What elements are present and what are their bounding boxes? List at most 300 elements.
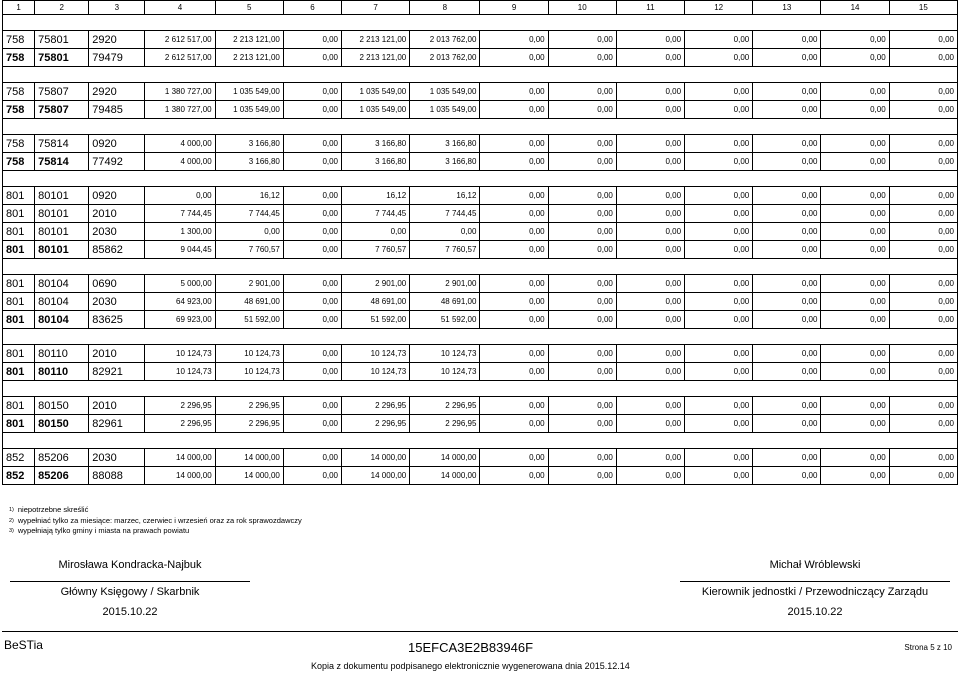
table-cell: 0,00 bbox=[685, 153, 753, 171]
table-cell: 80104 bbox=[35, 275, 89, 293]
table-cell: 85206 bbox=[35, 467, 89, 485]
table-cell: 2 296,95 bbox=[342, 415, 410, 433]
table-cell: 0,00 bbox=[821, 467, 889, 485]
table-cell: 10 124,73 bbox=[145, 363, 215, 381]
table-cell: 0,00 bbox=[753, 205, 821, 223]
table-cell: 1 035 549,00 bbox=[410, 101, 480, 119]
table-cell: 0,00 bbox=[821, 275, 889, 293]
table-cell: 3 166,80 bbox=[342, 153, 410, 171]
table-cell: 0,00 bbox=[685, 101, 753, 119]
table-cell: 0,00 bbox=[283, 223, 341, 241]
table-cell: 3 166,80 bbox=[215, 135, 283, 153]
table-cell: 758 bbox=[3, 153, 35, 171]
table-cell: 0,00 bbox=[480, 187, 548, 205]
table-cell: 2 213 121,00 bbox=[342, 49, 410, 67]
right-signature-line bbox=[680, 581, 950, 582]
footer-divider bbox=[2, 631, 958, 632]
table-cell: 10 124,73 bbox=[145, 345, 215, 363]
table-cell: 801 bbox=[3, 223, 35, 241]
table-cell: 0,00 bbox=[616, 49, 684, 67]
table-cell: 0,00 bbox=[548, 415, 616, 433]
table-cell: 82961 bbox=[89, 415, 145, 433]
table-cell: 0,00 bbox=[616, 223, 684, 241]
table-cell: 0,00 bbox=[685, 467, 753, 485]
table-cell: 0,00 bbox=[821, 49, 889, 67]
table-cell: 0,00 bbox=[821, 223, 889, 241]
table-cell: 0,00 bbox=[753, 293, 821, 311]
table-cell: 0,00 bbox=[283, 345, 341, 363]
column-header: 5 bbox=[215, 1, 283, 15]
table-cell: 852 bbox=[3, 449, 35, 467]
table-cell: 0,00 bbox=[480, 415, 548, 433]
table-cell: 0,00 bbox=[480, 205, 548, 223]
table-cell: 80101 bbox=[35, 223, 89, 241]
table-cell: 0,00 bbox=[548, 31, 616, 49]
table-cell: 3 166,80 bbox=[215, 153, 283, 171]
table-cell: 16,12 bbox=[342, 187, 410, 205]
table-cell: 0,00 bbox=[889, 415, 957, 433]
table-cell: 2 296,95 bbox=[410, 397, 480, 415]
table-cell: 852 bbox=[3, 467, 35, 485]
table-cell: 0,00 bbox=[889, 49, 957, 67]
table-cell: 0,00 bbox=[145, 187, 215, 205]
table-cell: 0,00 bbox=[548, 83, 616, 101]
table-cell: 0,00 bbox=[548, 241, 616, 259]
table-cell: 0,00 bbox=[480, 293, 548, 311]
table-cell: 0,00 bbox=[616, 101, 684, 119]
table-cell: 0,00 bbox=[283, 49, 341, 67]
table-cell: 1 035 549,00 bbox=[342, 101, 410, 119]
table-cell: 1 300,00 bbox=[145, 223, 215, 241]
table-cell: 0,00 bbox=[821, 31, 889, 49]
table-cell: 79485 bbox=[89, 101, 145, 119]
table-cell: 0,00 bbox=[283, 293, 341, 311]
table-cell: 77492 bbox=[89, 153, 145, 171]
table-cell: 0,00 bbox=[889, 83, 957, 101]
table-cell: 0,00 bbox=[685, 293, 753, 311]
table-cell: 0,00 bbox=[889, 187, 957, 205]
footnote: $^{3)}$ wypełniają tylko gminy i miasta na prawach powiatu bbox=[9, 526, 190, 535]
table-cell: 2030 bbox=[89, 293, 145, 311]
table-cell: 0,00 bbox=[616, 397, 684, 415]
table-cell: 51 592,00 bbox=[342, 311, 410, 329]
table-cell: 0,00 bbox=[685, 415, 753, 433]
table-cell: 0,00 bbox=[685, 363, 753, 381]
table-cell: 0,00 bbox=[889, 31, 957, 49]
table-cell: 0,00 bbox=[685, 49, 753, 67]
table-cell: 0,00 bbox=[821, 293, 889, 311]
table-cell: 0,00 bbox=[889, 241, 957, 259]
table-cell: 0,00 bbox=[685, 311, 753, 329]
table-cell: 758 bbox=[3, 49, 35, 67]
table-cell: 80110 bbox=[35, 363, 89, 381]
table-cell: 0,00 bbox=[821, 241, 889, 259]
table-cell: 0,00 bbox=[480, 83, 548, 101]
table-cell: 0,00 bbox=[548, 153, 616, 171]
table-cell: 80104 bbox=[35, 293, 89, 311]
table-cell: 0,00 bbox=[685, 345, 753, 363]
table-cell: 75814 bbox=[35, 135, 89, 153]
table-cell: 0,00 bbox=[480, 31, 548, 49]
table-cell: 10 124,73 bbox=[410, 345, 480, 363]
table-cell: 75814 bbox=[35, 153, 89, 171]
table-cell: 0,00 bbox=[685, 205, 753, 223]
table-cell: 0,00 bbox=[480, 275, 548, 293]
table-cell: 1 035 549,00 bbox=[342, 83, 410, 101]
table-cell: 7 760,57 bbox=[215, 241, 283, 259]
table-cell: 0,00 bbox=[548, 397, 616, 415]
table-cell: 3 166,80 bbox=[342, 135, 410, 153]
table-cell: 801 bbox=[3, 363, 35, 381]
table-cell: 7 744,45 bbox=[410, 205, 480, 223]
table-cell: 0,00 bbox=[548, 101, 616, 119]
table-cell: 0,00 bbox=[283, 31, 341, 49]
table-cell: 80150 bbox=[35, 415, 89, 433]
group-spacer bbox=[3, 171, 958, 187]
table-cell: 2 213 121,00 bbox=[215, 31, 283, 49]
table-cell: 0,00 bbox=[480, 241, 548, 259]
table-cell: 3 166,80 bbox=[410, 135, 480, 153]
column-header: 10 bbox=[548, 1, 616, 15]
table-cell: 75801 bbox=[35, 49, 89, 67]
table-cell: 9 044,45 bbox=[145, 241, 215, 259]
subtotal-row bbox=[3, 311, 958, 329]
table-cell: 0,00 bbox=[480, 363, 548, 381]
table-cell: 80101 bbox=[35, 187, 89, 205]
table-cell: 0,00 bbox=[889, 135, 957, 153]
table-cell: 0,00 bbox=[685, 83, 753, 101]
table-row bbox=[3, 187, 958, 205]
table-cell: 0,00 bbox=[480, 467, 548, 485]
column-header: 14 bbox=[821, 1, 889, 15]
page-counter: Strona 5 z 10 bbox=[904, 643, 952, 652]
table-cell: 80101 bbox=[35, 205, 89, 223]
table-row bbox=[3, 397, 958, 415]
table-cell: 0,00 bbox=[283, 449, 341, 467]
table-cell: 0,00 bbox=[889, 345, 957, 363]
table-cell: 0,00 bbox=[283, 415, 341, 433]
table-cell: 0,00 bbox=[215, 223, 283, 241]
table-cell: 0,00 bbox=[548, 449, 616, 467]
table-cell: 80104 bbox=[35, 311, 89, 329]
table-cell: 1 035 549,00 bbox=[410, 83, 480, 101]
table-cell: 0,00 bbox=[283, 205, 341, 223]
table-cell: 2 901,00 bbox=[342, 275, 410, 293]
table-cell: 2 013 762,00 bbox=[410, 49, 480, 67]
table-cell: 0,00 bbox=[753, 83, 821, 101]
table-cell: 0,00 bbox=[685, 241, 753, 259]
footnote: $^{1)}$ niepotrzebne skreślić bbox=[9, 505, 89, 514]
table-cell: 801 bbox=[3, 205, 35, 223]
table-cell: 0,00 bbox=[616, 187, 684, 205]
table-cell: 10 124,73 bbox=[215, 363, 283, 381]
table-cell: 0,00 bbox=[548, 467, 616, 485]
table-cell: 2 612 517,00 bbox=[145, 49, 215, 67]
table-cell: 0,00 bbox=[821, 83, 889, 101]
table-cell: 2 296,95 bbox=[145, 397, 215, 415]
table-cell: 0,00 bbox=[821, 415, 889, 433]
table-cell: 14 000,00 bbox=[410, 467, 480, 485]
column-header: 4 bbox=[145, 1, 215, 15]
subtotal-row bbox=[3, 101, 958, 119]
table-cell: 0,00 bbox=[821, 101, 889, 119]
table-cell: 0,00 bbox=[821, 345, 889, 363]
table-cell: 0,00 bbox=[889, 363, 957, 381]
header-row bbox=[3, 1, 958, 15]
subtotal-row bbox=[3, 467, 958, 485]
table-row bbox=[3, 293, 958, 311]
table-cell: 48 691,00 bbox=[410, 293, 480, 311]
footer-app-name: BeSTia bbox=[4, 638, 43, 652]
table-cell: 0,00 bbox=[283, 83, 341, 101]
table-cell: 16,12 bbox=[410, 187, 480, 205]
table-cell: 801 bbox=[3, 415, 35, 433]
table-cell: 79479 bbox=[89, 49, 145, 67]
table-cell: 2 612 517,00 bbox=[145, 31, 215, 49]
table-cell: 801 bbox=[3, 345, 35, 363]
group-spacer bbox=[3, 259, 958, 275]
table-cell: 0,00 bbox=[753, 449, 821, 467]
table-cell: 1 380 727,00 bbox=[145, 83, 215, 101]
table-cell: 801 bbox=[3, 187, 35, 205]
column-header: 15 bbox=[889, 1, 957, 15]
table-cell: 0,00 bbox=[821, 153, 889, 171]
table-cell: 0,00 bbox=[753, 31, 821, 49]
table-cell: 0,00 bbox=[685, 135, 753, 153]
table-cell: 2 296,95 bbox=[215, 397, 283, 415]
table-cell: 10 124,73 bbox=[342, 345, 410, 363]
table-row bbox=[3, 345, 958, 363]
table-cell: 0,00 bbox=[616, 311, 684, 329]
table-cell: 10 124,73 bbox=[215, 345, 283, 363]
group-spacer bbox=[3, 119, 958, 135]
table-cell: 0,00 bbox=[753, 49, 821, 67]
table-cell: 7 760,57 bbox=[342, 241, 410, 259]
table-cell: 7 744,45 bbox=[145, 205, 215, 223]
table-cell: 48 691,00 bbox=[342, 293, 410, 311]
table-cell: 0,00 bbox=[889, 467, 957, 485]
table-cell: 5 000,00 bbox=[145, 275, 215, 293]
table-cell: 2920 bbox=[89, 31, 145, 49]
table-cell: 0,00 bbox=[821, 363, 889, 381]
subtotal-row bbox=[3, 153, 958, 171]
table-cell: 7 744,45 bbox=[342, 205, 410, 223]
table-row bbox=[3, 31, 958, 49]
table-cell: 0,00 bbox=[616, 241, 684, 259]
table-cell: 0,00 bbox=[753, 415, 821, 433]
column-header: 2 bbox=[35, 1, 89, 15]
table-cell: 0,00 bbox=[821, 449, 889, 467]
table-cell: 0,00 bbox=[753, 187, 821, 205]
table-cell: 0,00 bbox=[283, 311, 341, 329]
table-cell: 0,00 bbox=[616, 135, 684, 153]
table-cell: 0,00 bbox=[685, 187, 753, 205]
table-cell: 801 bbox=[3, 311, 35, 329]
table-cell: 0,00 bbox=[616, 31, 684, 49]
table-cell: 0,00 bbox=[283, 467, 341, 485]
right-signer-name: Michał Wróblewski bbox=[769, 559, 861, 571]
table-cell: 0,00 bbox=[480, 449, 548, 467]
table-cell: 0,00 bbox=[480, 101, 548, 119]
table-cell: 758 bbox=[3, 135, 35, 153]
table-cell: 0,00 bbox=[616, 293, 684, 311]
table-cell: 0,00 bbox=[616, 345, 684, 363]
table-cell: 0,00 bbox=[548, 135, 616, 153]
table-cell: 0,00 bbox=[753, 101, 821, 119]
table-cell: 801 bbox=[3, 241, 35, 259]
table-cell: 14 000,00 bbox=[145, 467, 215, 485]
table-cell: 2 296,95 bbox=[145, 415, 215, 433]
table-cell: 0,00 bbox=[685, 31, 753, 49]
table-cell: 14 000,00 bbox=[342, 449, 410, 467]
left-sign-date: 2015.10.22 bbox=[102, 606, 158, 618]
table-cell: 0,00 bbox=[616, 83, 684, 101]
table-cell: 0,00 bbox=[685, 223, 753, 241]
table-cell: 0920 bbox=[89, 135, 145, 153]
left-signer-role: Główny Księgowy / Skarbnik bbox=[60, 586, 200, 598]
table-cell: 2 213 121,00 bbox=[215, 49, 283, 67]
table-cell: 3 166,80 bbox=[410, 153, 480, 171]
column-header: 3 bbox=[89, 1, 145, 15]
table-cell: 0,00 bbox=[480, 397, 548, 415]
table-cell: 0,00 bbox=[753, 241, 821, 259]
table-cell: 2 013 762,00 bbox=[410, 31, 480, 49]
table-cell: 0,00 bbox=[283, 363, 341, 381]
table-cell: 0,00 bbox=[283, 241, 341, 259]
table-cell: 2 213 121,00 bbox=[342, 31, 410, 49]
table-cell: 0,00 bbox=[753, 467, 821, 485]
table-cell: 75801 bbox=[35, 31, 89, 49]
table-cell: 2 296,95 bbox=[410, 415, 480, 433]
table-cell: 2030 bbox=[89, 449, 145, 467]
table-cell: 2 901,00 bbox=[410, 275, 480, 293]
document-id: 15EFCA3E2B83946F bbox=[408, 640, 534, 655]
group-spacer bbox=[3, 67, 958, 83]
table-cell: 0,00 bbox=[480, 345, 548, 363]
table-cell: 14 000,00 bbox=[410, 449, 480, 467]
table-cell: 85206 bbox=[35, 449, 89, 467]
table-cell: 0,00 bbox=[889, 311, 957, 329]
table-cell: 0,00 bbox=[283, 187, 341, 205]
table-cell: 801 bbox=[3, 397, 35, 415]
table-cell: 16,12 bbox=[215, 187, 283, 205]
table-cell: 88088 bbox=[89, 467, 145, 485]
table-row bbox=[3, 83, 958, 101]
table-cell: 0,00 bbox=[342, 223, 410, 241]
table-cell: 1 035 549,00 bbox=[215, 101, 283, 119]
table-cell: 83625 bbox=[89, 311, 145, 329]
table-cell: 7 760,57 bbox=[410, 241, 480, 259]
table-row bbox=[3, 449, 958, 467]
table-cell: 2010 bbox=[89, 205, 145, 223]
table-cell: 1 035 549,00 bbox=[215, 83, 283, 101]
table-cell: 48 691,00 bbox=[215, 293, 283, 311]
table-cell: 0,00 bbox=[753, 135, 821, 153]
table-cell: 0,00 bbox=[548, 275, 616, 293]
column-header: 13 bbox=[753, 1, 821, 15]
table-cell: 0,00 bbox=[889, 101, 957, 119]
table-cell: 51 592,00 bbox=[410, 311, 480, 329]
table-cell: 14 000,00 bbox=[215, 449, 283, 467]
table-cell: 4 000,00 bbox=[145, 153, 215, 171]
table-cell: 69 923,00 bbox=[145, 311, 215, 329]
column-header: 1 bbox=[3, 1, 35, 15]
table-cell: 85862 bbox=[89, 241, 145, 259]
right-signer-role: Kierownik jednostki / Przewodniczący Zarządu bbox=[701, 586, 929, 598]
group-spacer bbox=[3, 381, 958, 397]
table-cell: 0,00 bbox=[753, 345, 821, 363]
table-cell: 0,00 bbox=[889, 205, 957, 223]
table-cell: 0,00 bbox=[548, 363, 616, 381]
table-cell: 2010 bbox=[89, 397, 145, 415]
table-cell: 2 296,95 bbox=[215, 415, 283, 433]
table-cell: 14 000,00 bbox=[342, 467, 410, 485]
subtotal-row bbox=[3, 241, 958, 259]
group-spacer bbox=[3, 15, 958, 31]
table-cell: 7 744,45 bbox=[215, 205, 283, 223]
table-cell: 0,00 bbox=[616, 467, 684, 485]
table-cell: 758 bbox=[3, 83, 35, 101]
table-cell: 0,00 bbox=[283, 135, 341, 153]
table-cell: 0,00 bbox=[480, 153, 548, 171]
table-cell: 0,00 bbox=[480, 223, 548, 241]
left-signature-line bbox=[10, 581, 250, 582]
table-cell: 75807 bbox=[35, 83, 89, 101]
table-cell: 80110 bbox=[35, 345, 89, 363]
table-cell: 0,00 bbox=[821, 205, 889, 223]
table-cell: 0,00 bbox=[548, 311, 616, 329]
right-sign-date: 2015.10.22 bbox=[787, 606, 843, 618]
table-cell: 80101 bbox=[35, 241, 89, 259]
table-cell: 2 901,00 bbox=[215, 275, 283, 293]
table-cell: 0,00 bbox=[283, 275, 341, 293]
table-cell: 0,00 bbox=[685, 397, 753, 415]
table-cell: 2 296,95 bbox=[342, 397, 410, 415]
table-cell: 0,00 bbox=[283, 153, 341, 171]
table-cell: 80150 bbox=[35, 397, 89, 415]
table-cell: 0,00 bbox=[410, 223, 480, 241]
table-row bbox=[3, 135, 958, 153]
table-cell: 75807 bbox=[35, 101, 89, 119]
column-header: 7 bbox=[342, 1, 410, 15]
table-cell: 0,00 bbox=[753, 153, 821, 171]
table-cell: 2010 bbox=[89, 345, 145, 363]
table-cell: 0,00 bbox=[889, 449, 957, 467]
table-row bbox=[3, 205, 958, 223]
table-cell: 0,00 bbox=[616, 205, 684, 223]
table-cell: 0,00 bbox=[889, 293, 957, 311]
table-cell: 0690 bbox=[89, 275, 145, 293]
table-cell: 0,00 bbox=[283, 101, 341, 119]
table-cell: 758 bbox=[3, 101, 35, 119]
table-cell: 0,00 bbox=[616, 275, 684, 293]
table-row bbox=[3, 275, 958, 293]
table-cell: 0,00 bbox=[548, 293, 616, 311]
table-cell: 0,00 bbox=[548, 49, 616, 67]
column-header: 12 bbox=[685, 1, 753, 15]
table-cell: 0,00 bbox=[548, 187, 616, 205]
table-cell: 0,00 bbox=[480, 311, 548, 329]
table-cell: 0,00 bbox=[616, 449, 684, 467]
table-cell: 2920 bbox=[89, 83, 145, 101]
group-spacer bbox=[3, 433, 958, 449]
table-cell: 0,00 bbox=[548, 345, 616, 363]
subtotal-row bbox=[3, 415, 958, 433]
table-cell: 0,00 bbox=[616, 363, 684, 381]
group-spacer bbox=[3, 329, 958, 345]
table-cell: 0,00 bbox=[821, 311, 889, 329]
table-cell: 2030 bbox=[89, 223, 145, 241]
